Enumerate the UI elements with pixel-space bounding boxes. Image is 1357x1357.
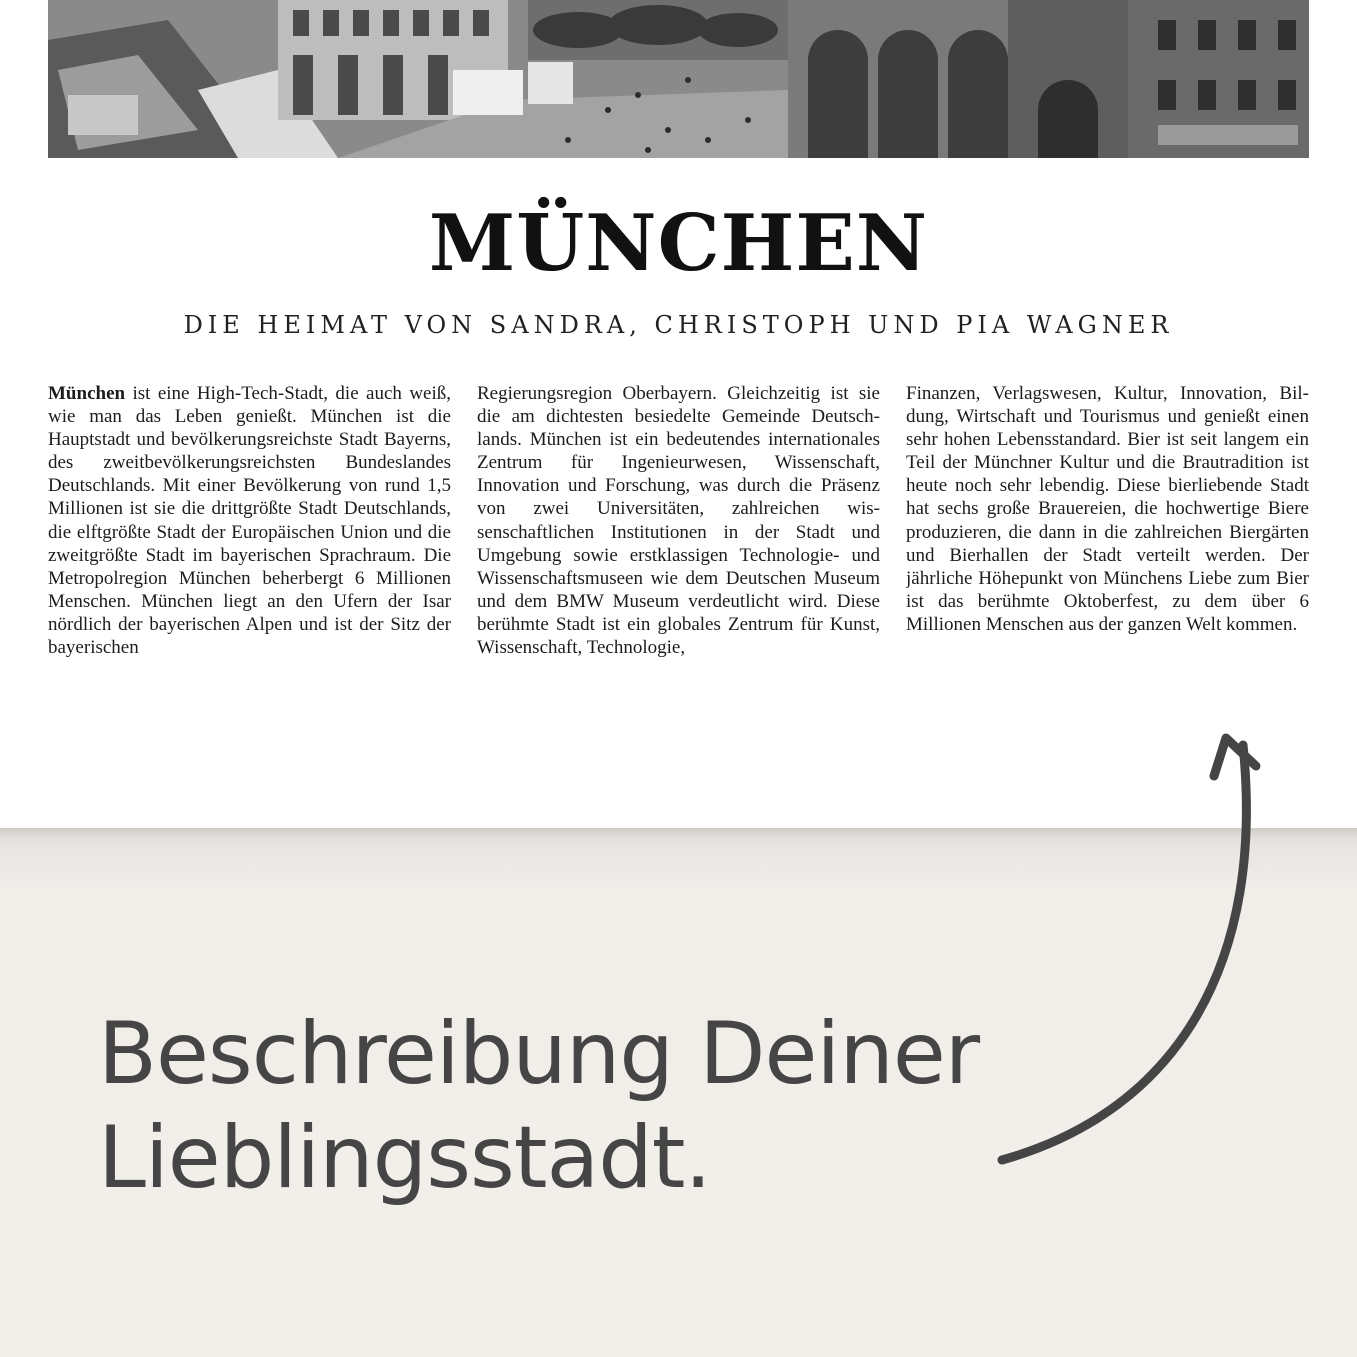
poster-subtitle: DIE HEIMAT VON SANDRA, CHRISTOPH UND PIA WAGNER <box>183 311 1174 339</box>
column-2-text: Regierungsregion Oberbayern. Gleichzeitig ist sie die am dichtesten besiedelte Gemeinde Deutschlands. München ist ein bedeutendes internationales Zentrum für Ingenieurwesen, Wissenschaft, Innovation und Forschung, was durch die Präsenz von zwei Universitäten, zahlreichen wissenschaftlichen Institutionen in der Stadt und Umgebung sowie erstklassigen Technologie- und Wissenschaftsmuseen wie dem Deutschen Museum und dem BMW Museum verdeutlicht wird. Diese berühmte Stadt ist ein globales Zentrum für Kunst, Wissenschaft, Technologie, <box>477 383 880 659</box>
poster-title: MÜNCHEN <box>428 198 929 289</box>
callout-line-2: Lieblingsstadt. <box>98 1108 711 1208</box>
lead-word: München <box>48 383 126 404</box>
column-1-text: ist eine High-Tech-Stadt, die auch weiß, wie man das Leben genießt. München ist die Hauptstadt und bevölkerungsreichste Stadt Bayerns, des zweitbevölkerungsreichsten Bundeslandes Deutschlands. Mit einer Bevölkerung von rund 1,5 Millionen ist sie die drittgrößte Stadt Deutschlands, die elftgrößte Stadt der Europäischen Union und die zweitgrößte Stadt im bayerischen Sprachraum. Die Metropolregion München beherbergt 6 Millionen Menschen. München liegt an den Ufern der Isar nördlich der bayerischen Alpen und ist der Sitz der bayerischen <box>48 383 451 659</box>
city-photo <box>48 0 1309 158</box>
text-column-3 <box>906 382 1309 672</box>
city-photo-illustration <box>48 0 1309 158</box>
callout-line-1: Beschreibung Deiner <box>98 1004 980 1104</box>
text-column-2 <box>477 382 880 672</box>
text-column-1 <box>48 382 451 672</box>
poster-bottom-edge <box>0 828 1357 838</box>
column-3-text: Finanzen, Verlagswesen, Kultur, Innovation, Bildung, Wirtschaft und Tourismus und genießt einen sehr hohen Lebensstandard. Bier ist seit langem ein Teil der Münchner Kultur und die Brautradition ist heute noch sehr lebendig. Diese bierliebende Stadt hat sechs große Brauereien, die hochwertige Biere produzieren, die dann in die zahlreichen Biergärten und Bierhallen der Stadt verteilt werden. Der jährliche Höhepunkt von Münchens Liebe zum Bier ist das berühmte Oktoberfest, zu dem über 6 Millionen Menschen aus der ganzen Welt kommen. <box>906 383 1309 635</box>
callout-caption <box>98 1002 998 1210</box>
